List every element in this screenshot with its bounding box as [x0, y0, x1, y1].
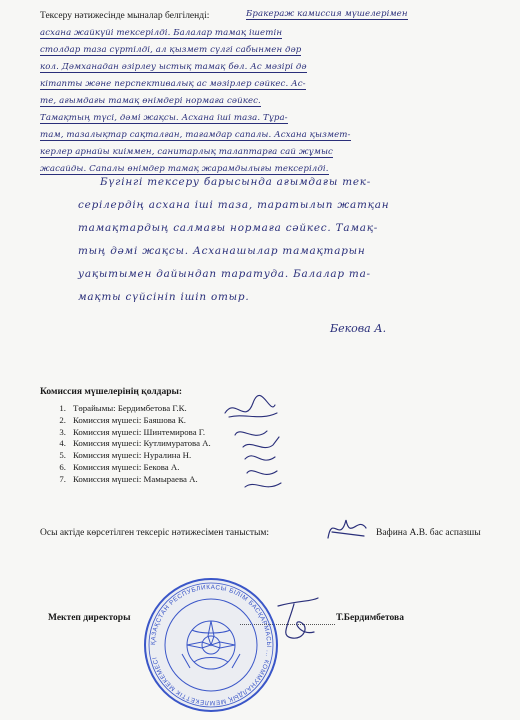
acknowledgement-label: Осы актіде көрсетілген тексеріс нәтижесімен таныстым:	[40, 528, 270, 538]
conclusion-line: тамақтардың салмағы нормаға сәйкес. Тамақ-	[78, 222, 379, 234]
finding-line: там, тазалықтар сақталған, тағамдар сапалы. Асхана қызмет-	[40, 130, 351, 140]
finding-line: керлер арнайы киіммен, санитарлық талаптарға сай жұмыс	[40, 147, 333, 157]
commission-members-list	[48, 403, 211, 486]
finding-line: столдар таза сүртілді, ал қызмет сүлгі сабынмен дәр	[40, 45, 302, 55]
member-row: 6. Комиссия мүшесі: Бекова А.	[59, 461, 180, 472]
finding-line: Тамақтың түсі, дәмі жақсы. Асхана іші таза. Тұра-	[40, 113, 288, 123]
official-stamp	[142, 576, 280, 714]
finding-line: Бракераж камиссия мүшелерімен	[246, 9, 408, 19]
conclusion-line: Бүгінгі тексеру барысында ағымдағы тек-	[100, 176, 372, 188]
finding-line: те, ағымдағы тамақ өнімдері нормаға сәйкес.	[40, 96, 261, 106]
author-handwritten-name: Бекова А.	[330, 322, 387, 335]
member-row: 5. Комиссия мүшесі: Нуралина Н.	[59, 450, 192, 461]
member-row: 3. Комиссия мүшесі: Шинтемирова Г.	[59, 426, 206, 437]
finding-line: кол. Дәмханадан әзірлеу ыстық тамақ бөл. Ас мәзірі дә	[40, 62, 307, 72]
acknowledgement-signature	[322, 510, 372, 550]
director-label: Мектеп директоры	[48, 613, 131, 623]
conclusion-line: серілердің асхана іші таза, таратылып жатқан	[78, 199, 390, 211]
finding-line: кітапты және перспективалық ас мәзірлер сәйкес. Ас-	[40, 79, 306, 89]
director-name: Т.Бердимбетова	[336, 613, 404, 623]
finding-line: жасайды. Сапалы өнімдер тамақ жарамдылығы тексерілді.	[40, 164, 329, 174]
acknowledgement-name: Вафина А.В. бас аспазшы	[376, 528, 481, 538]
conclusion-line: тың дәмі жақсы. Асханашылар тамақтарын	[78, 245, 366, 257]
member-row: 2. Комиссия мүшесі: Баяшова К.	[59, 414, 186, 425]
commission-heading: Комиссия мүшелерінің қолдары:	[40, 387, 183, 397]
member-row: 1. Төрайымы: Бердимбетова Г.К.	[59, 403, 187, 413]
conclusion-line: мақты сүйсініп ішіп отыр.	[78, 291, 250, 303]
stamp-ring-text: ҚАЗАҚСТАН РЕСПУБЛИКАСЫ БІЛІМ БАСҚАРМАСЫ ... КОММУНАЛДЫҚ МЕМЛЕКЕТТІК МЕКЕМЕСІ	[149, 583, 273, 707]
conclusion-line: уақытымен дайындап таратуда. Балалар та-	[78, 268, 371, 280]
member-row: 7. Комиссия мүшесі: Мамыраева А.	[59, 473, 198, 484]
inspection-label: Тексеру нәтижесінде мыналар белгіленді:	[40, 11, 210, 21]
finding-line: асхана жайкүйі тексерілді. Балалар тамақ ішетін	[40, 28, 283, 38]
member-row: 4. Комиссия мүшесі: Кутлимуратова А.	[59, 438, 211, 449]
commission-signatures	[215, 395, 295, 505]
